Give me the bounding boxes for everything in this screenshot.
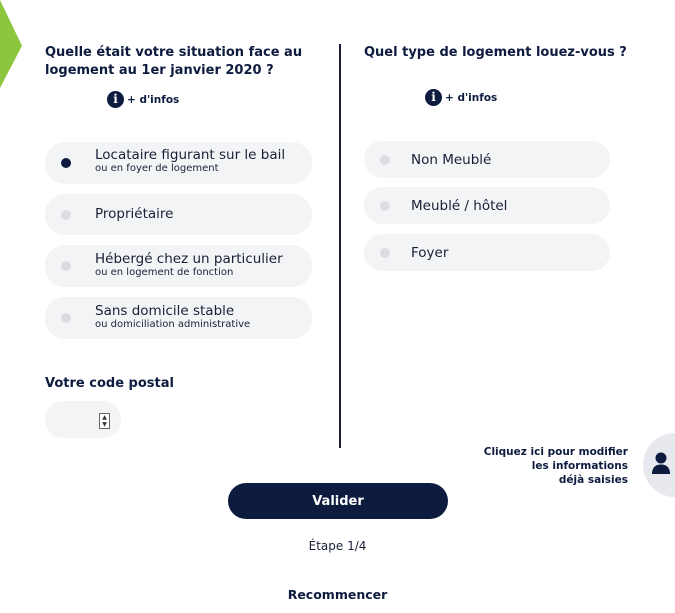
- option-foyer[interactable]: [364, 234, 610, 271]
- option-main-label: Foyer: [411, 245, 449, 261]
- option-main-label: Locataire figurant sur le bail: [95, 147, 286, 163]
- option-sub-label: ou en foyer de logement: [95, 163, 219, 174]
- option-meuble-hotel[interactable]: [364, 187, 610, 224]
- option-sub-label: ou en logement de fonction: [95, 267, 234, 278]
- option-sub-label: ou domiciliation administrative: [95, 319, 251, 330]
- option-heberge[interactable]: [45, 245, 312, 287]
- radio-button[interactable]: [61, 313, 71, 323]
- restart-link[interactable]: Recommencer: [287, 587, 388, 602]
- left-question-title-line1: Quelle était votre situation face au: [45, 45, 303, 60]
- option-main-label: Sans domicile stable: [95, 303, 235, 319]
- left-question-title: [45, 44, 315, 80]
- option-main-label: Hébergé chez un particulier: [95, 251, 283, 267]
- postal-code-label: Votre code postal: [45, 376, 174, 391]
- right-info-link[interactable]: [425, 89, 497, 106]
- info-icon: i: [425, 89, 442, 106]
- radio-button-selected[interactable]: [61, 158, 71, 168]
- radio-button[interactable]: [61, 261, 71, 271]
- radio-button[interactable]: [61, 210, 71, 220]
- option-sans-domicile[interactable]: [45, 297, 312, 339]
- column-divider: [339, 44, 341, 448]
- user-icon: [651, 451, 671, 475]
- edit-info-line2: les informations: [531, 460, 628, 472]
- edit-info-line3: déjà saisies: [558, 474, 628, 486]
- option-proprietaire[interactable]: [45, 194, 312, 235]
- right-info-label: + d'infos: [445, 91, 498, 104]
- validate-button[interactable]: Valider: [228, 483, 448, 519]
- option-non-meuble[interactable]: [364, 141, 610, 178]
- decorative-arrow: [0, 0, 22, 88]
- option-main-label: Meublé / hôtel: [411, 198, 508, 214]
- left-info-label: + d'infos: [127, 93, 180, 106]
- option-main-label: Propriétaire: [95, 206, 174, 222]
- edit-info-avatar-button[interactable]: [643, 433, 675, 497]
- option-locataire[interactable]: [45, 142, 312, 184]
- edit-info-line1: Cliquez ici pour modifier: [483, 446, 628, 458]
- left-info-link[interactable]: [107, 91, 179, 108]
- right-question-title: Quel type de logement louez-vous ?: [364, 45, 627, 60]
- radio-button[interactable]: [380, 201, 390, 211]
- step-indicator: Étape 1/4: [308, 539, 367, 553]
- option-main-label: Non Meublé: [411, 152, 492, 168]
- left-question-title-line2: logement au 1er janvier 2020 ?: [45, 63, 274, 78]
- radio-button[interactable]: [380, 248, 390, 258]
- postal-code-input[interactable]: [45, 401, 121, 438]
- number-spinner[interactable]: ▲ ▼: [99, 413, 110, 429]
- info-icon: i: [107, 91, 124, 108]
- radio-button[interactable]: [380, 155, 390, 165]
- edit-info-link[interactable]: [458, 445, 628, 487]
